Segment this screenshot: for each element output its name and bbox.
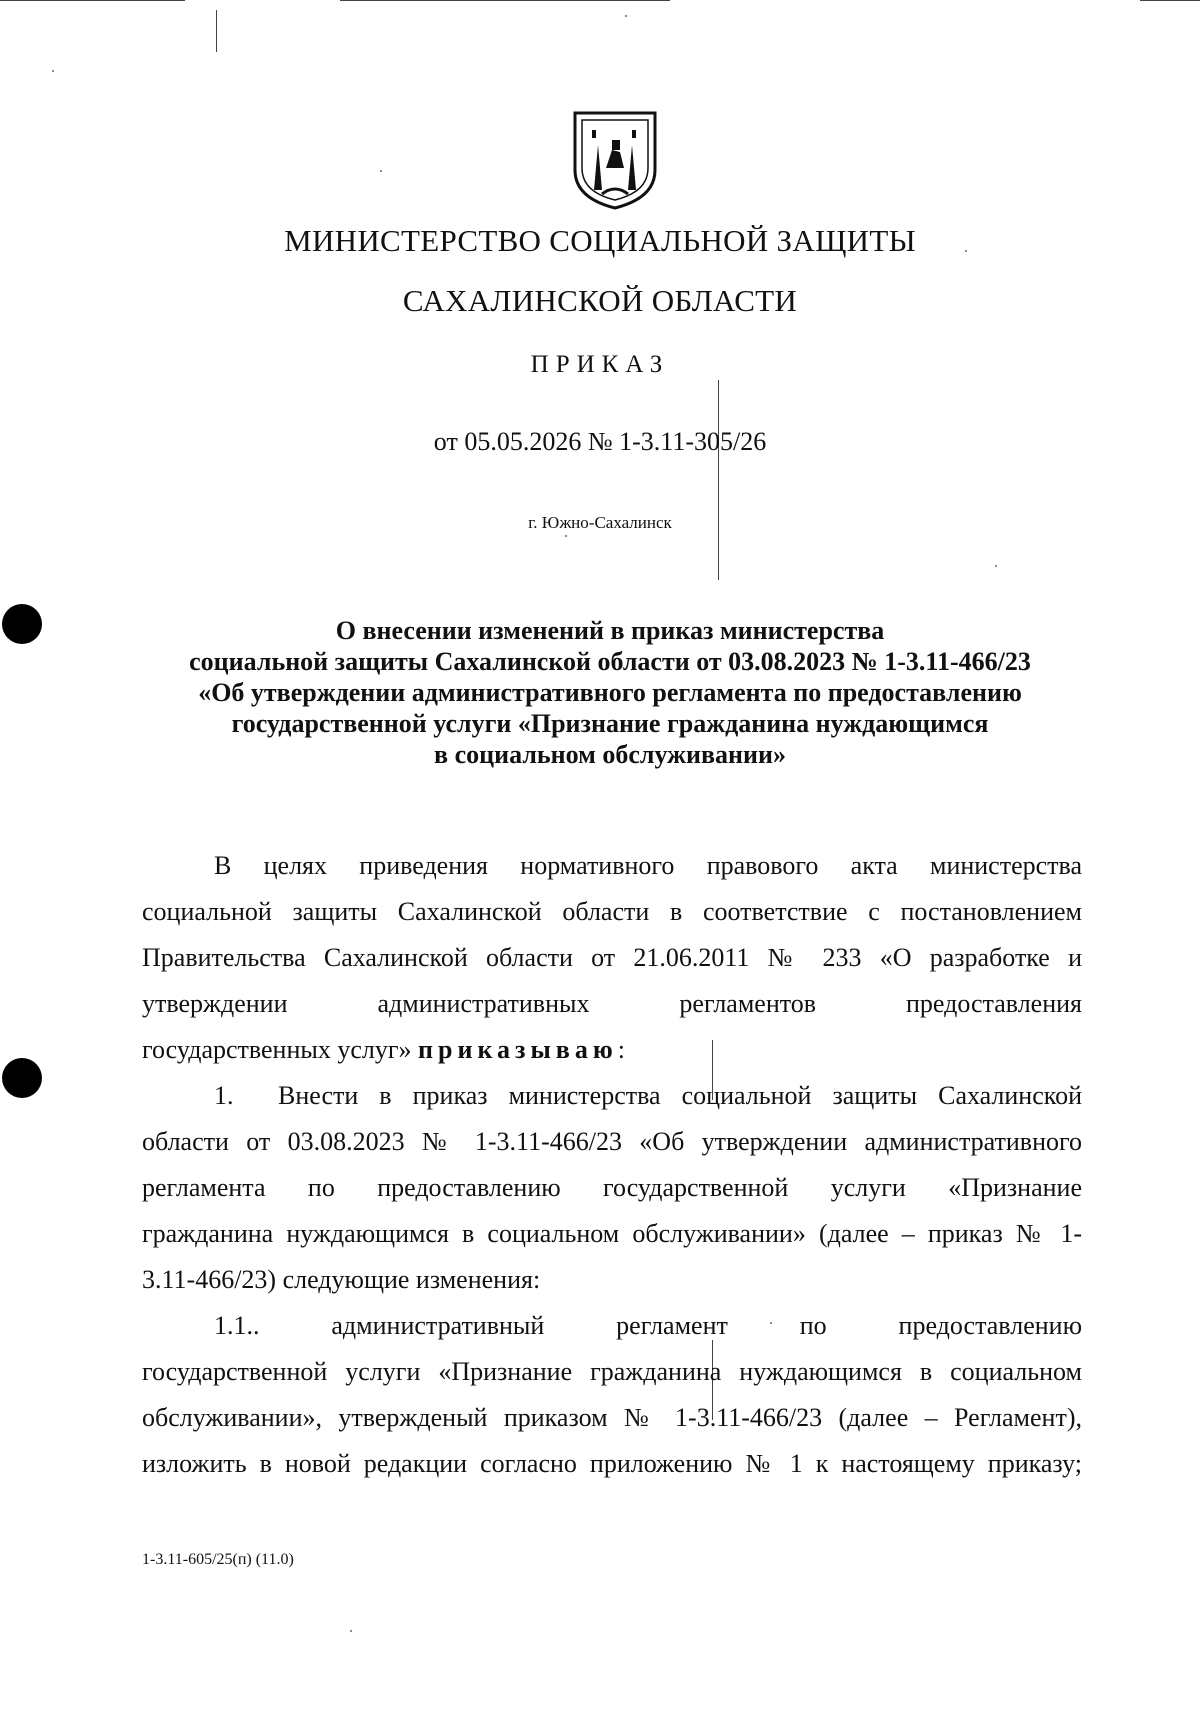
preamble-line: социальной защиты Сахалинской области в соответствие с постановлением xyxy=(142,897,1082,926)
scan-speck xyxy=(565,535,567,537)
order-number: от 05.05.2026 № 1-3.11-305/26 xyxy=(433,427,767,456)
scan-speck xyxy=(350,1630,352,1632)
order-word: ПРИКАЗ xyxy=(530,351,670,378)
item-1-line: области от 03.08.2023 № 1-3.11-466/23 «Об утверждении административного xyxy=(142,1127,1082,1156)
preamble-last-text: государственных услуг» xyxy=(142,1035,412,1064)
preamble-last-line xyxy=(142,1027,1082,1073)
scan-fold-mark xyxy=(718,380,719,580)
scan-fold-mark xyxy=(216,10,217,52)
decree-colon: : xyxy=(617,1035,625,1064)
preamble-line: утверждении административных регламентов предоставления xyxy=(142,989,1082,1018)
item-1-1-line: изложить в новой редакции согласно приложению № 1 к настоящему приказу; xyxy=(142,1449,1082,1478)
punch-hole xyxy=(2,1058,42,1098)
footer-document-code: 1-3.11-605/25(п) (11.0) xyxy=(142,1551,294,1568)
item-1-first-line xyxy=(142,1073,1082,1119)
title-line: «Об утверждении административного регламента по предоставлению xyxy=(198,678,1022,707)
preamble-line: В целях приведения нормативного правового акта министерства xyxy=(214,851,1082,880)
ministry-name-line2: САХАЛИНСКОЙ ОБЛАСТИ xyxy=(402,283,798,318)
scan-edge-line xyxy=(340,0,670,1)
punch-hole xyxy=(2,604,42,644)
scan-edge-line xyxy=(1140,0,1200,1)
ministry-name-line1: МИНИСТЕРСТВО СОЦИАЛЬНОЙ ЗАЩИТЫ xyxy=(284,223,916,258)
item-1-line: регламента по предоставлению государственной услуги «Признание xyxy=(142,1173,1082,1202)
title-line: социальной защиты Сахалинской области от 03.08.2023 № 1-3.11-466/23 xyxy=(189,647,1031,676)
scan-speck xyxy=(52,70,54,72)
coat-of-arms-emblem xyxy=(572,110,658,210)
item-1-1-first-line: 1.1.. административный регламент по предоставлению xyxy=(214,1311,1082,1340)
decree-word: приказываю xyxy=(418,1035,618,1064)
item-1-1-line: обслуживании», утвержденый приказом № 1-3.11-466/23 (далее – Регламент), xyxy=(142,1403,1082,1432)
preamble-line: Правительства Сахалинской области от 21.06.2011 № 233 «О разработке и xyxy=(142,943,1082,972)
title-line: в социальном обслуживании» xyxy=(434,740,786,769)
scan-edge-line xyxy=(0,0,185,1)
item-1-number: 1. xyxy=(214,1081,234,1110)
item-1-line: гражданина нуждающимся в социальном обслуживании» (далее – приказ № 1- xyxy=(142,1219,1082,1248)
city: г. Южно-Сахалинск xyxy=(528,513,672,532)
title-line: государственной услуги «Признание гражданина нуждающимся xyxy=(231,709,989,738)
item-1-1-line: государственной услуги «Признание гражданина нуждающимся в социальном xyxy=(142,1357,1082,1386)
item-1-text: Внести в приказ министерства социальной защиты Сахалинской xyxy=(278,1081,1082,1110)
document-title xyxy=(140,615,1080,770)
scan-speck xyxy=(995,565,997,567)
document-body xyxy=(142,843,1082,1487)
scan-speck xyxy=(380,170,382,172)
title-line: О внесении изменений в приказ министерства xyxy=(335,616,885,645)
scan-speck xyxy=(625,15,627,17)
item-1-last-line: 3.11-466/23) следующие изменения: xyxy=(142,1265,541,1294)
